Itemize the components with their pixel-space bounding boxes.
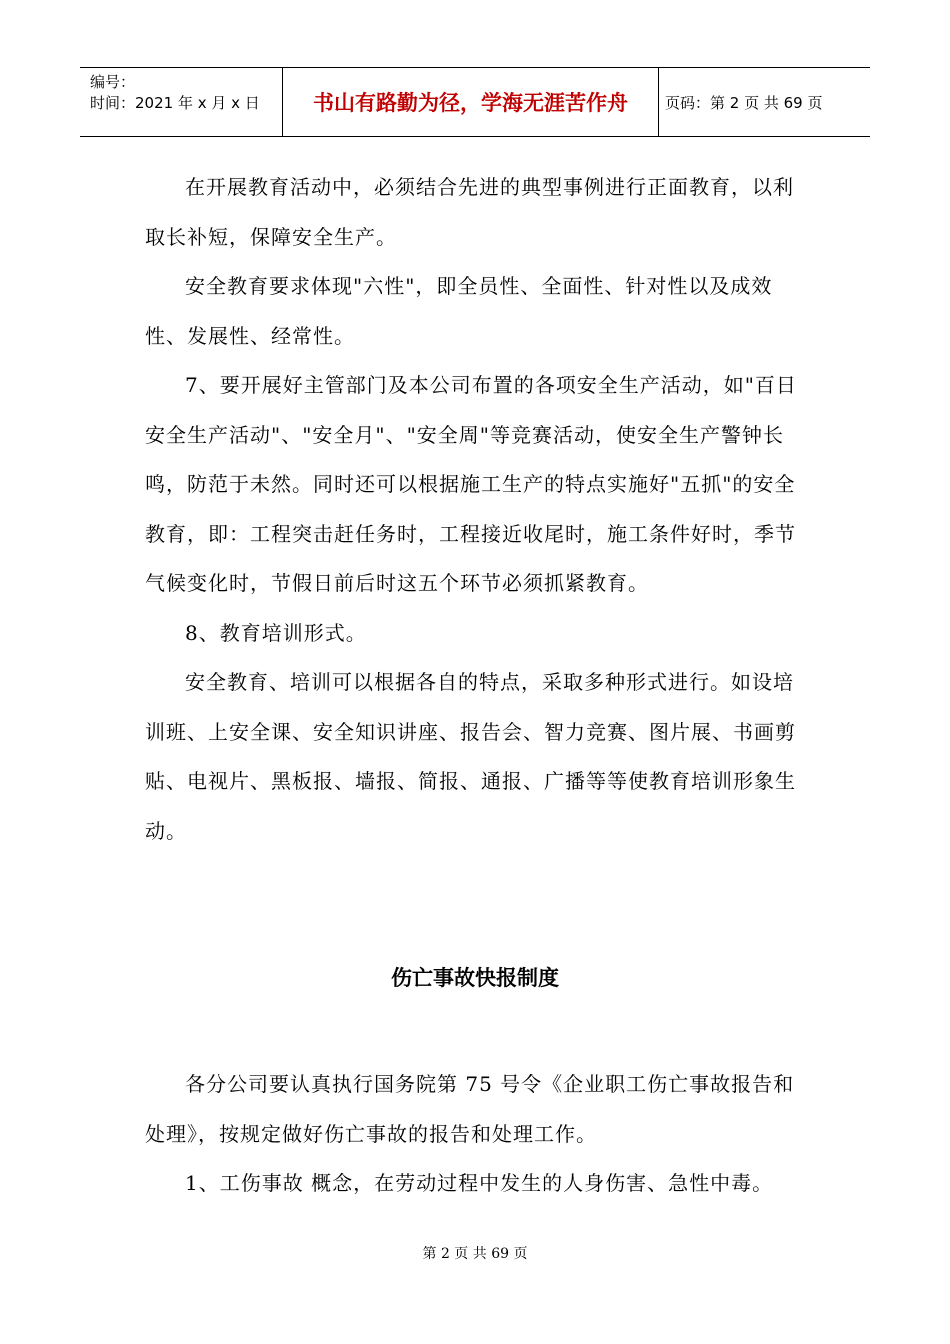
header-motto: 书山有路勤为径，学海无涯苦作舟 bbox=[283, 68, 659, 136]
paragraph: 7、要开展好主管部门及本公司布置的各项安全生产活动，如"百日安全生产活动"、"安全月"、"安全周"等竞赛活动，使安全生产警钟长鸣，防范于未然。同时还可以根据施工生产的特点实施好"五抓"的安全教育，即：工程突击赶任务时，工程接近收尾时，施工条件好时，季节气候变化时，节假日前后时这五个环节必须抓紧教育。 bbox=[145, 373, 797, 595]
document-body bbox=[145, 163, 810, 856]
section-heading: 伤亡事故快报制度 bbox=[391, 966, 559, 990]
paragraph: 安全教育要求体现"六性"，即全员性、全面性、针对性以及成效性、发展性、经常性。 bbox=[145, 274, 773, 348]
section-body bbox=[145, 1060, 810, 1209]
paragraph: 8、教育培训形式。 bbox=[185, 620, 367, 645]
date-label: 时间：2021 年 x 月 x 日 bbox=[90, 94, 260, 112]
number-label: 编号： bbox=[90, 73, 136, 91]
page-footer: 第 2 页 共 69 页 bbox=[422, 1246, 528, 1262]
paragraph: 各分公司要认真执行国务院第 75 号令《企业职工伤亡事故报告和处理》，按规定做好伤亡事故的报告和处理工作。 bbox=[145, 1072, 795, 1146]
paragraph: 安全教育、培训可以根据各自的特点，采取多种形式进行。如设培训班、上安全课、安全知识讲座、报告会、智力竞赛、图片展、书画剪贴、电视片、黑板报、墙报、简报、通报、广播等等使教育培训形象生动。 bbox=[145, 670, 796, 843]
header-meta bbox=[80, 68, 283, 136]
header-page-info: 页码：第 2 页 共 69 页 bbox=[665, 93, 823, 112]
page-header bbox=[80, 67, 870, 137]
paragraph: 1、工伤事故 概念，在劳动过程中发生的人身伤害、急性中毒。 bbox=[185, 1171, 774, 1195]
paragraph: 在开展教育活动中，必须结合先进的典型事例进行正面教育，以利取长补短，保障安全生产。 bbox=[145, 175, 794, 249]
